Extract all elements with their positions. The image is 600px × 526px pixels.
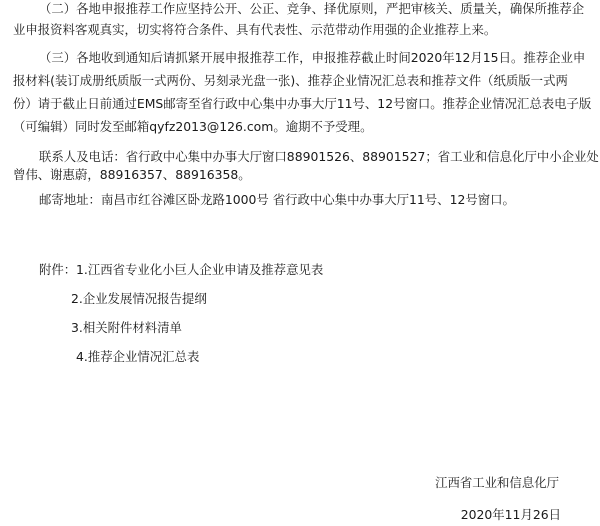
paragraph-3-line-2: 报材料(装订成册纸质版一式两份、另刻录光盘一张)、推荐企业情况汇总表和推荐文件（纸质版一式两 xyxy=(13,73,568,88)
paragraph-3-line-4: （可编辑）同时发至邮箱qyfz2013@126.com。逾期不予受理。 xyxy=(13,119,373,134)
attachment-item-4: 4.推荐企业情况汇总表 xyxy=(76,349,200,364)
mailing-address: 邮寄地址：南昌市红谷滩区卧龙路1000号 省行政中心集中办事大厅11号、12号窗口。 xyxy=(39,192,515,207)
attachment-item-1: 1.江西省专业化小巨人企业申请及推荐意见表 xyxy=(76,262,324,277)
paragraph-3-line-1: （三）各地收到通知后请抓紧开展申报推荐工作，申报推荐截止时间2020年12月15日。推荐企业申 xyxy=(39,50,586,65)
paragraph-2-line-2: 业申报资料客观真实，切实将符合条件、具有代表性、示范带动作用强的企业推荐上来。 xyxy=(13,22,497,37)
contact-line-1: 联系人及电话：省行政中心集中办事大厅窗口88901526、88901527；省工业和信息化厅中小企业处 xyxy=(39,149,599,164)
signature-date: 2020年11月26日 xyxy=(460,507,561,522)
paragraph-3-line-3: 份）请于截止日前通过EMS邮寄至省行政中心集中办事大厅11号、12号窗口。推荐企业情况汇总表电子版 xyxy=(13,96,592,111)
contact-line-2: 曾伟、谢惠蔚，88916357、88916358。 xyxy=(13,167,251,182)
attachment-item-2: 2.企业发展情况报告提纲 xyxy=(71,291,207,306)
signature-org: 江西省工业和信息化厅 xyxy=(435,475,559,490)
attachments-heading: 附件： xyxy=(39,262,77,277)
attachment-item-3: 3.相关附件材料清单 xyxy=(71,320,182,335)
paragraph-2-line-1: （二）各地申报推荐工作应坚持公开、公正、竞争、择优原则，严把审核关、质量关，确保所推荐企 xyxy=(39,1,585,16)
